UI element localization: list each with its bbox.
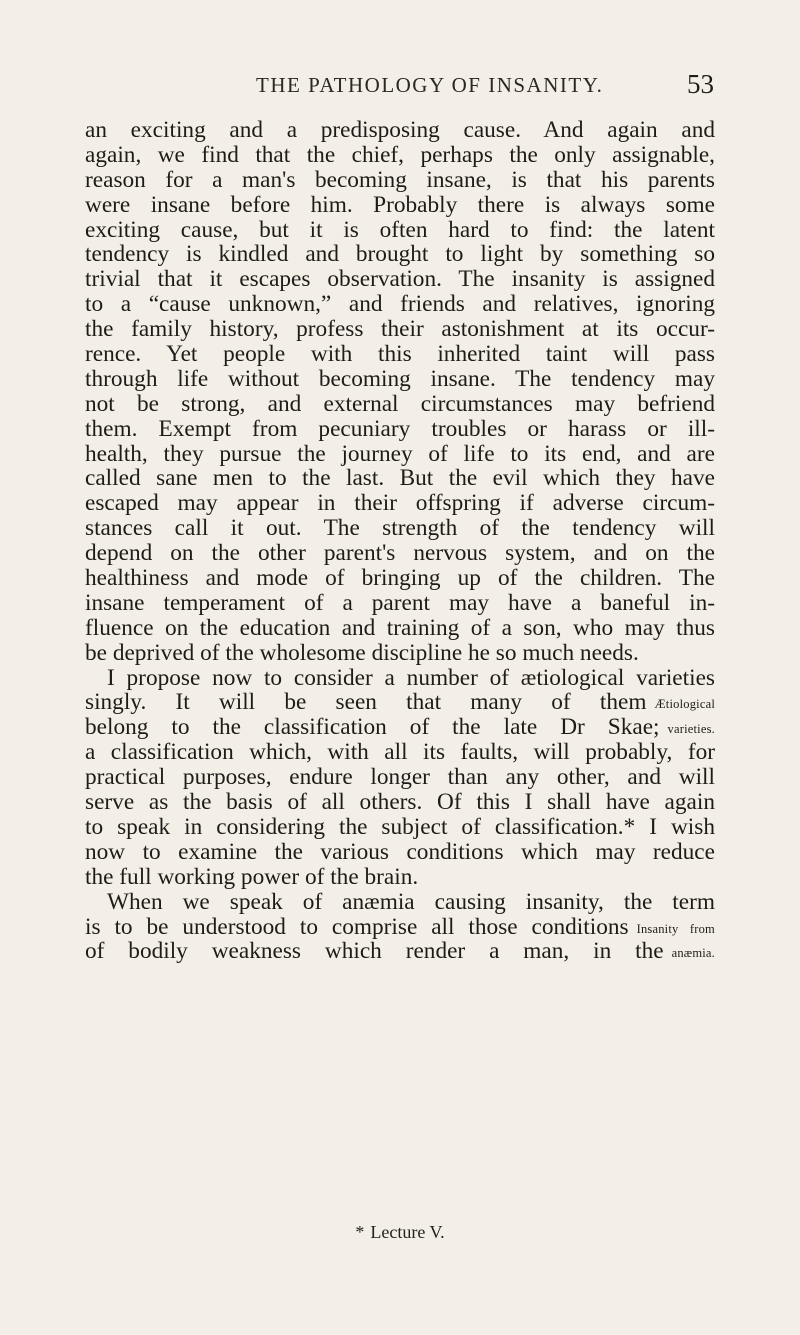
text-line: an exciting and a predisposing cause. And again and [85, 117, 715, 143]
text-line [85, 939, 715, 964]
text-line: to speak in considering the subject of classification.* I wish [85, 813, 715, 840]
text-line-main: is to be understood to comprise all those conditions [85, 913, 629, 940]
text-line: exciting cause, but it is often hard to find: the latent [85, 216, 715, 243]
text-line: not be strong, and external circumstances may befriend [85, 390, 715, 417]
text-line: insane temperament of a parent may have a baneful in- [85, 589, 715, 616]
text-line: fluence on the education and training of a son, who may thus [85, 614, 715, 641]
text-line [85, 715, 715, 740]
text-line: serve as the basis of all others. Of this I shall have again [85, 789, 715, 816]
text-line: reason for a man's becoming insane, is that his parents [85, 166, 715, 193]
text-line: healthiness and mode of bringing up of the children. The [85, 565, 715, 592]
text-line-main: belong to the classification of the late Dr Skae; [85, 714, 660, 741]
text-line: the full working power of the brain. [85, 863, 419, 890]
text-line: health, they pursue the journey of life to its end, and are [85, 440, 715, 467]
text-line: again, we find that the chief, perhaps the only assignable, [85, 141, 715, 168]
text-line: stances call it out. The strength of the tendency will [85, 515, 715, 542]
text-line: I propose now to consider a number of ætiological varieties [107, 664, 715, 691]
text-line: them. Exempt from pecuniary troubles or harass or ill- [85, 415, 715, 442]
text-line: escaped may appear in their offspring if adverse circum- [85, 490, 715, 517]
sidenote-aetiological: Ætiological [654, 697, 715, 712]
text-line: be deprived of the wholesome discipline he so much needs. [85, 639, 639, 666]
text-line: to a “cause unknown,” and friends and relatives, ignoring [85, 291, 715, 318]
text-line: through life without becoming insane. The tendency may [85, 365, 715, 392]
text-line: a classification which, with all its faults, will probably, for [85, 739, 715, 766]
text-line: called sane men to the last. But the evil which they have [85, 465, 715, 492]
text-line [85, 915, 715, 940]
text-line: were insane before him. Probably there is always some [85, 191, 715, 218]
sidenote-anaemia: anæmia. [671, 946, 715, 961]
text-line: the family history, profess their astonishment at its occur- [85, 316, 715, 343]
footnote [0, 1222, 800, 1243]
text-line: now to examine the various conditions which may reduce [85, 838, 715, 865]
text-line: rence. Yet people with this inherited taint will pass [85, 341, 715, 368]
sidenote-insanity-from: Insanity from [636, 921, 715, 936]
text-line [85, 690, 715, 715]
footnote-marker: * [355, 1222, 365, 1242]
text-line: tendency is kindled and brought to light by something so [85, 241, 715, 268]
text-line: practical purposes, endure longer than any other, and will [85, 764, 715, 791]
text-line-main: of bodily weakness which render a man, in the [85, 938, 664, 965]
text-line-main: singly. It will be seen that many of them [85, 689, 647, 716]
text-line: When we speak of anæmia causing insanity, the term [107, 888, 715, 915]
footnote-text: Lecture V. [370, 1222, 445, 1242]
page-number: 53 [687, 69, 714, 99]
running-head [0, 69, 800, 103]
running-title: THE PATHOLOGY OF INSANITY. [256, 73, 604, 97]
body-text [85, 118, 715, 964]
text-line: depend on the other parent's nervous system, and on the [85, 540, 715, 567]
sidenote-varieties: varieties. [667, 722, 715, 737]
text-line: trivial that it escapes observation. The insanity is assigned [85, 266, 715, 293]
